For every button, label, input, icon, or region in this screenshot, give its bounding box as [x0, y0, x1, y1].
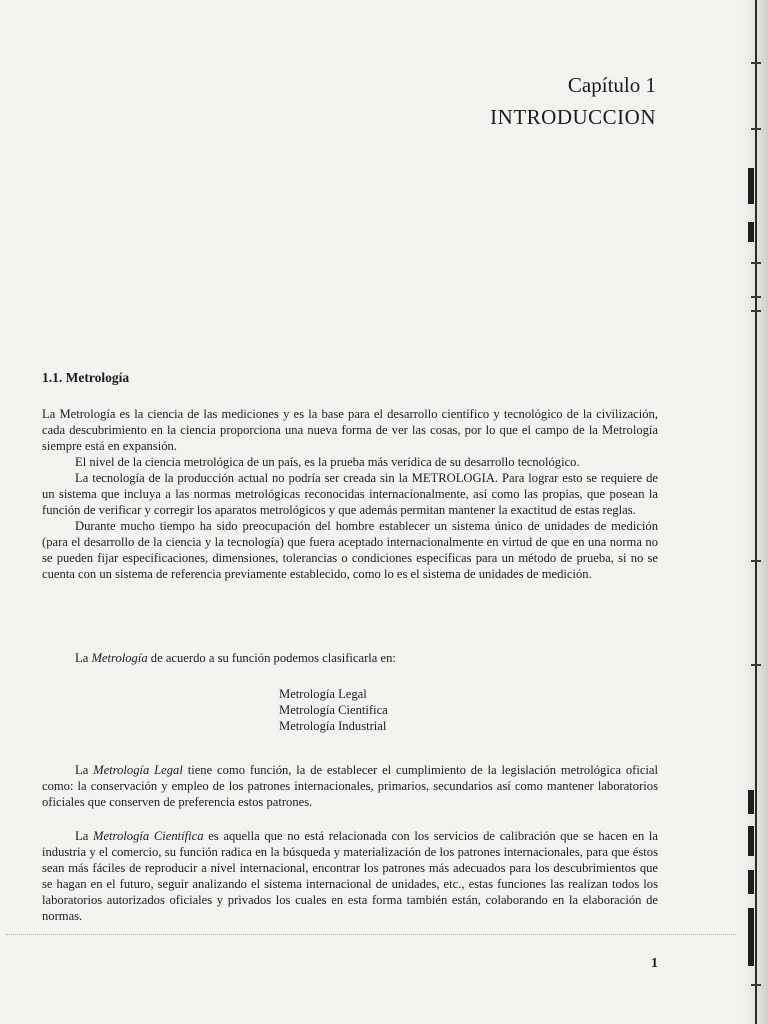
binding-mark [748, 790, 754, 814]
binding-mark [748, 222, 754, 242]
paragraph-text: es aquella que no está relacionada con los servicios de calibración que se hacen en la industria y el comercio, su función radica en la búsqueda y materialización de los patrones internacionales, para que éstos sean más fáciles de reproducir a nivel internacional, encontrar los patrones más adecuados para los descubrimientos que se hagan en el futuro, seguir analizando el sistema internacional de unidades, etc., estas funciones las realizan todos los laboratorios autorizados oficiales y privados los cuales en esta forma también están, colaborando en la elaboración de normas. [42, 829, 659, 923]
defined-term: Metrología Científica [92, 829, 204, 843]
legal-metrology-paragraph [42, 762, 658, 810]
binding-mark [751, 310, 761, 312]
chapter-title: INTRODUCCION [490, 105, 656, 129]
defined-term: Metrología Legal [93, 763, 183, 777]
binding-mark [751, 560, 761, 562]
paragraph: Durante mucho tiempo ha sido preocupación del hombre establecer un sistema único de unidades de medición (para el desarrollo de la ciencia y la tecnología) que fuera aceptado internacionalmente en virtud de que en una norma no se pueden fijar especificaciones, dimensiones, tolerancias o condiciones específicas para un método de prueba, si no se cuenta con un sistema de referencia previamente establecido, como lo es el sistema de unidades de medición. [42, 519, 658, 581]
scientific-metrology-paragraph [42, 828, 658, 924]
binding-mark [748, 870, 754, 894]
paragraph-text: La [75, 763, 94, 777]
classification-intro [42, 650, 658, 666]
intro-text: La [75, 651, 92, 665]
scan-artifact-line [6, 934, 736, 935]
binding-mark [751, 128, 761, 130]
binding-mark [748, 826, 754, 856]
classification-list [279, 686, 388, 734]
scan-binding-edge [740, 0, 768, 1024]
binding-mark [748, 168, 754, 204]
list-item: Metrología Científica [279, 703, 388, 717]
binding-mark [751, 262, 761, 264]
intro-term: Metrología [91, 651, 148, 665]
binding-mark [751, 296, 761, 298]
list-item: Metrología Legal [279, 687, 367, 701]
binding-mark [751, 984, 761, 986]
binding-mark [751, 664, 761, 666]
chapter-number: Capítulo 1 [567, 73, 656, 97]
body-text-block [42, 406, 658, 582]
paragraph: La Metrología es la ciencia de las mediciones y es la base para el desarrollo científico y tecnológico de la civilización, cada descubrimiento en la ciencia proporciona una nueva forma de ver las cosas, por lo que el campo de la Metrología siempre está en expansión. [42, 407, 658, 453]
list-item: Metrología Industrial [279, 719, 387, 733]
paragraph: La tecnología de la producción actual no podría ser creada sin la METROLOGIA. Para lograr esto se requiere de un sistema que incluya a las normas metrológicas reconocidas internacionalmente, así como las propias, que posean la función de verificar y corregir los aparatos metrológicos y que además permitan mantener la exactitud de estas reglas. [42, 471, 658, 517]
binding-mark [751, 62, 761, 64]
paragraph-text: La [75, 829, 93, 843]
paragraph: El nivel de la ciencia metrológica de un país, es la prueba más verídica de su desarrollo tecnológico. [75, 455, 580, 469]
section-title: 1.1. Metrología [42, 370, 130, 385]
paragraph-text: tiene como función, la de establecer el cumplimiento de la legislación metrológica oficial como: la conservación y empleo de los patrones internacionales, primarios, secundarios así como mantener laboratorios oficiales que conserven de preferencia estos patrones. [42, 763, 658, 809]
binding-line [755, 0, 757, 1024]
intro-text: de acuerdo a su función podemos clasificarla en: [147, 651, 396, 665]
page-number: 1 [651, 956, 658, 971]
chapter-heading [490, 70, 656, 132]
binding-mark [748, 908, 754, 966]
